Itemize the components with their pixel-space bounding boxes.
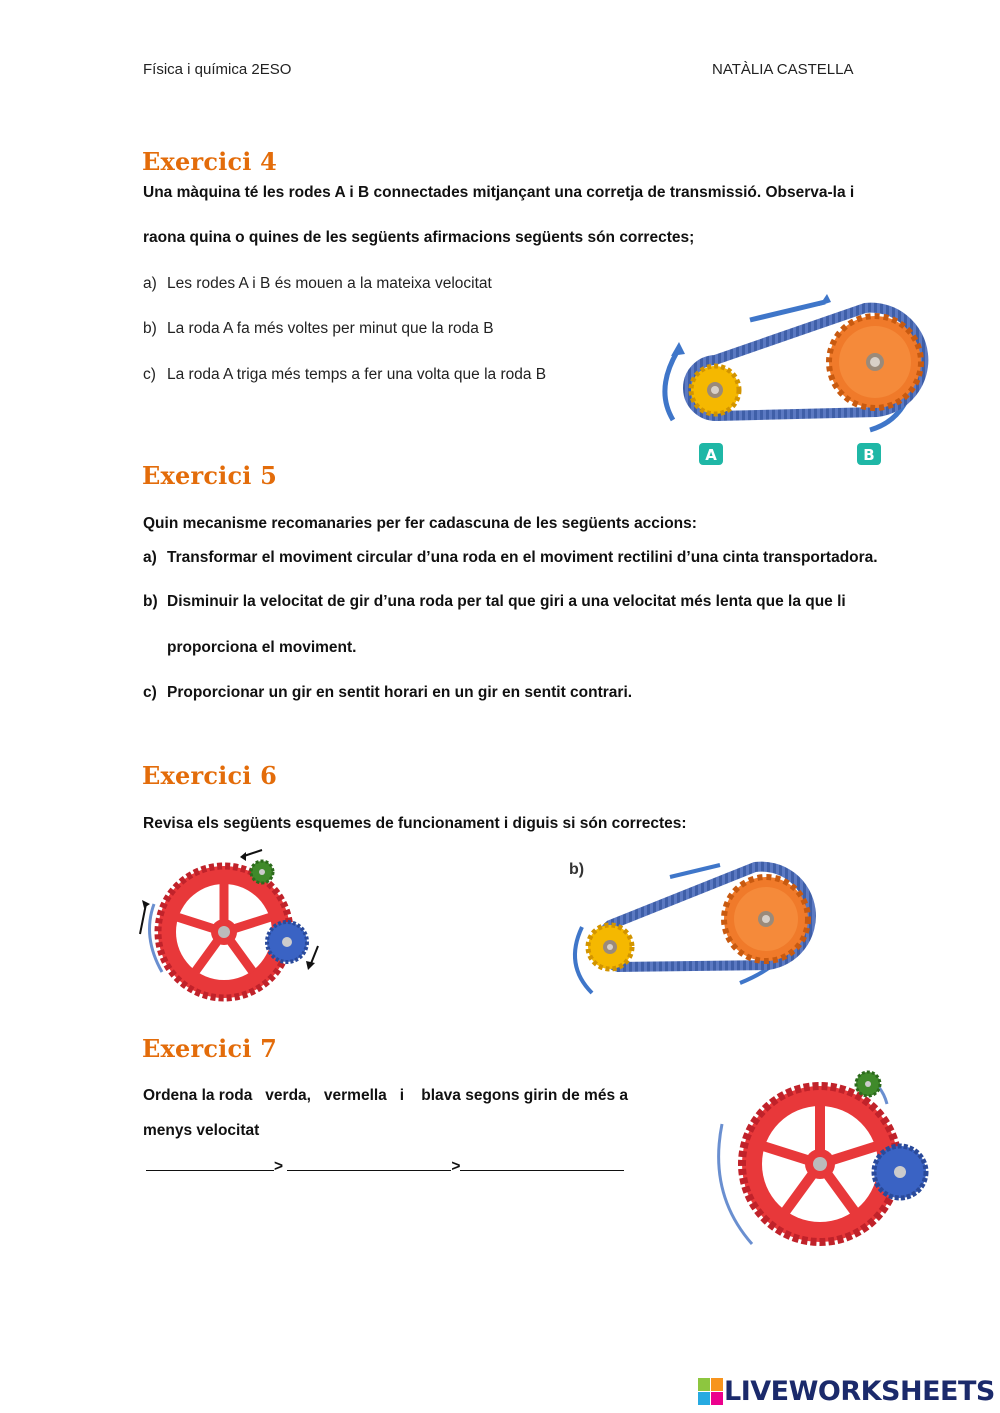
- header-subject: Física i química 2ESO: [143, 61, 292, 78]
- answer-blank-1[interactable]: [146, 1156, 274, 1171]
- option-label: b): [143, 320, 157, 337]
- blue-gear: [874, 1146, 926, 1198]
- blue-gear: [267, 922, 307, 962]
- exercise-7-title: Exercici 7: [142, 1034, 278, 1063]
- option-label: c): [143, 366, 156, 383]
- exercise-5-option-c: [143, 684, 632, 702]
- belt-drive-figure-ex6: [560, 855, 815, 1000]
- option-text: Transformar el moviment circular d’una roda en el moviment rectilini d’una cinta transportadora.: [167, 549, 878, 566]
- gear-b: [829, 316, 921, 408]
- header-author: NATÀLIA CASTELLA: [712, 61, 854, 78]
- exercise-5-option-b-cont: proporciona el moviment.: [167, 639, 357, 656]
- exercise-4-intro-line1: Una màquina té les rodes A i B connectades mitjançant una corretja de transmissió. Observa-la i: [143, 184, 855, 201]
- exercise-6-intro: Revisa els següents esquemes de funcionament i diguis si són correctes:: [143, 815, 687, 832]
- exercise-6-title: Exercici 6: [142, 761, 278, 790]
- answer-blank-3[interactable]: [460, 1156, 624, 1171]
- option-label: a): [143, 549, 157, 566]
- rotation-arrow-top: [750, 302, 825, 320]
- option-label: b): [143, 593, 158, 610]
- exercise-7-answer-row: [146, 1156, 624, 1176]
- option-text: La roda A triga més temps a fer una volta que la roda B: [167, 366, 547, 383]
- gear-large: [724, 877, 808, 961]
- separator: >: [451, 1158, 461, 1175]
- rotation-arrow-icon: [140, 904, 146, 934]
- figure-b-label: b): [569, 861, 585, 878]
- exercise-5-option-b: [143, 593, 846, 611]
- green-gear: [251, 861, 273, 883]
- liveworksheets-logo[interactable]: [698, 1376, 995, 1407]
- belt-drive-figure-ex4: [655, 280, 930, 475]
- rotation-arrow-icon: [244, 850, 262, 856]
- rotation-arrow-left: [665, 352, 677, 420]
- answer-blank-2[interactable]: [287, 1156, 451, 1171]
- exercise-5-option-a: [143, 549, 878, 567]
- separator: >: [274, 1158, 284, 1175]
- exercise-4-option-c: [143, 366, 546, 384]
- exercise-5-title: Exercici 5: [142, 461, 278, 490]
- option-text: La roda A fa més voltes per minut que la roda B: [167, 320, 494, 337]
- label-a: A: [705, 446, 717, 464]
- gear-train-figure-ex6: [132, 842, 332, 1007]
- option-text: Disminuir la velocitat de gir d’una roda per tal que giri a una velocitat més lenta que la que li: [167, 593, 846, 610]
- arrow-head-icon: [671, 342, 685, 356]
- green-gear: [856, 1072, 880, 1096]
- exercise-4-option-a: [143, 275, 492, 293]
- red-gear: [742, 1086, 898, 1242]
- label-b: B: [863, 446, 875, 464]
- exercise-7-line1: Ordena la roda verda, vermella i blava segons girin de més a: [143, 1087, 629, 1104]
- exercise-4-option-b: [143, 320, 494, 338]
- exercise-5-intro: Quin mecanisme recomanaries per fer cadascuna de les següents accions:: [143, 515, 697, 532]
- option-label: c): [143, 684, 157, 701]
- option-text: Les rodes A i B és mouen a la mateixa velocitat: [167, 275, 492, 292]
- exercise-4-intro-line2: raona quina o quines de les següents afirmacions següents són correctes;: [143, 229, 695, 246]
- gear-a: [691, 366, 739, 414]
- option-text: Proporcionar un gir en sentit horari en un gir en sentit contrari.: [167, 684, 633, 701]
- logo-text: LIVEWORKSHEETS: [724, 1376, 995, 1407]
- liveworksheets-icon: [698, 1378, 724, 1406]
- option-label: a): [143, 275, 157, 292]
- exercise-4-title: Exercici 4: [142, 147, 278, 176]
- gear-small: [588, 925, 632, 969]
- gear-train-figure-ex7: [712, 1064, 937, 1254]
- exercise-7-line2: menys velocitat: [143, 1122, 260, 1139]
